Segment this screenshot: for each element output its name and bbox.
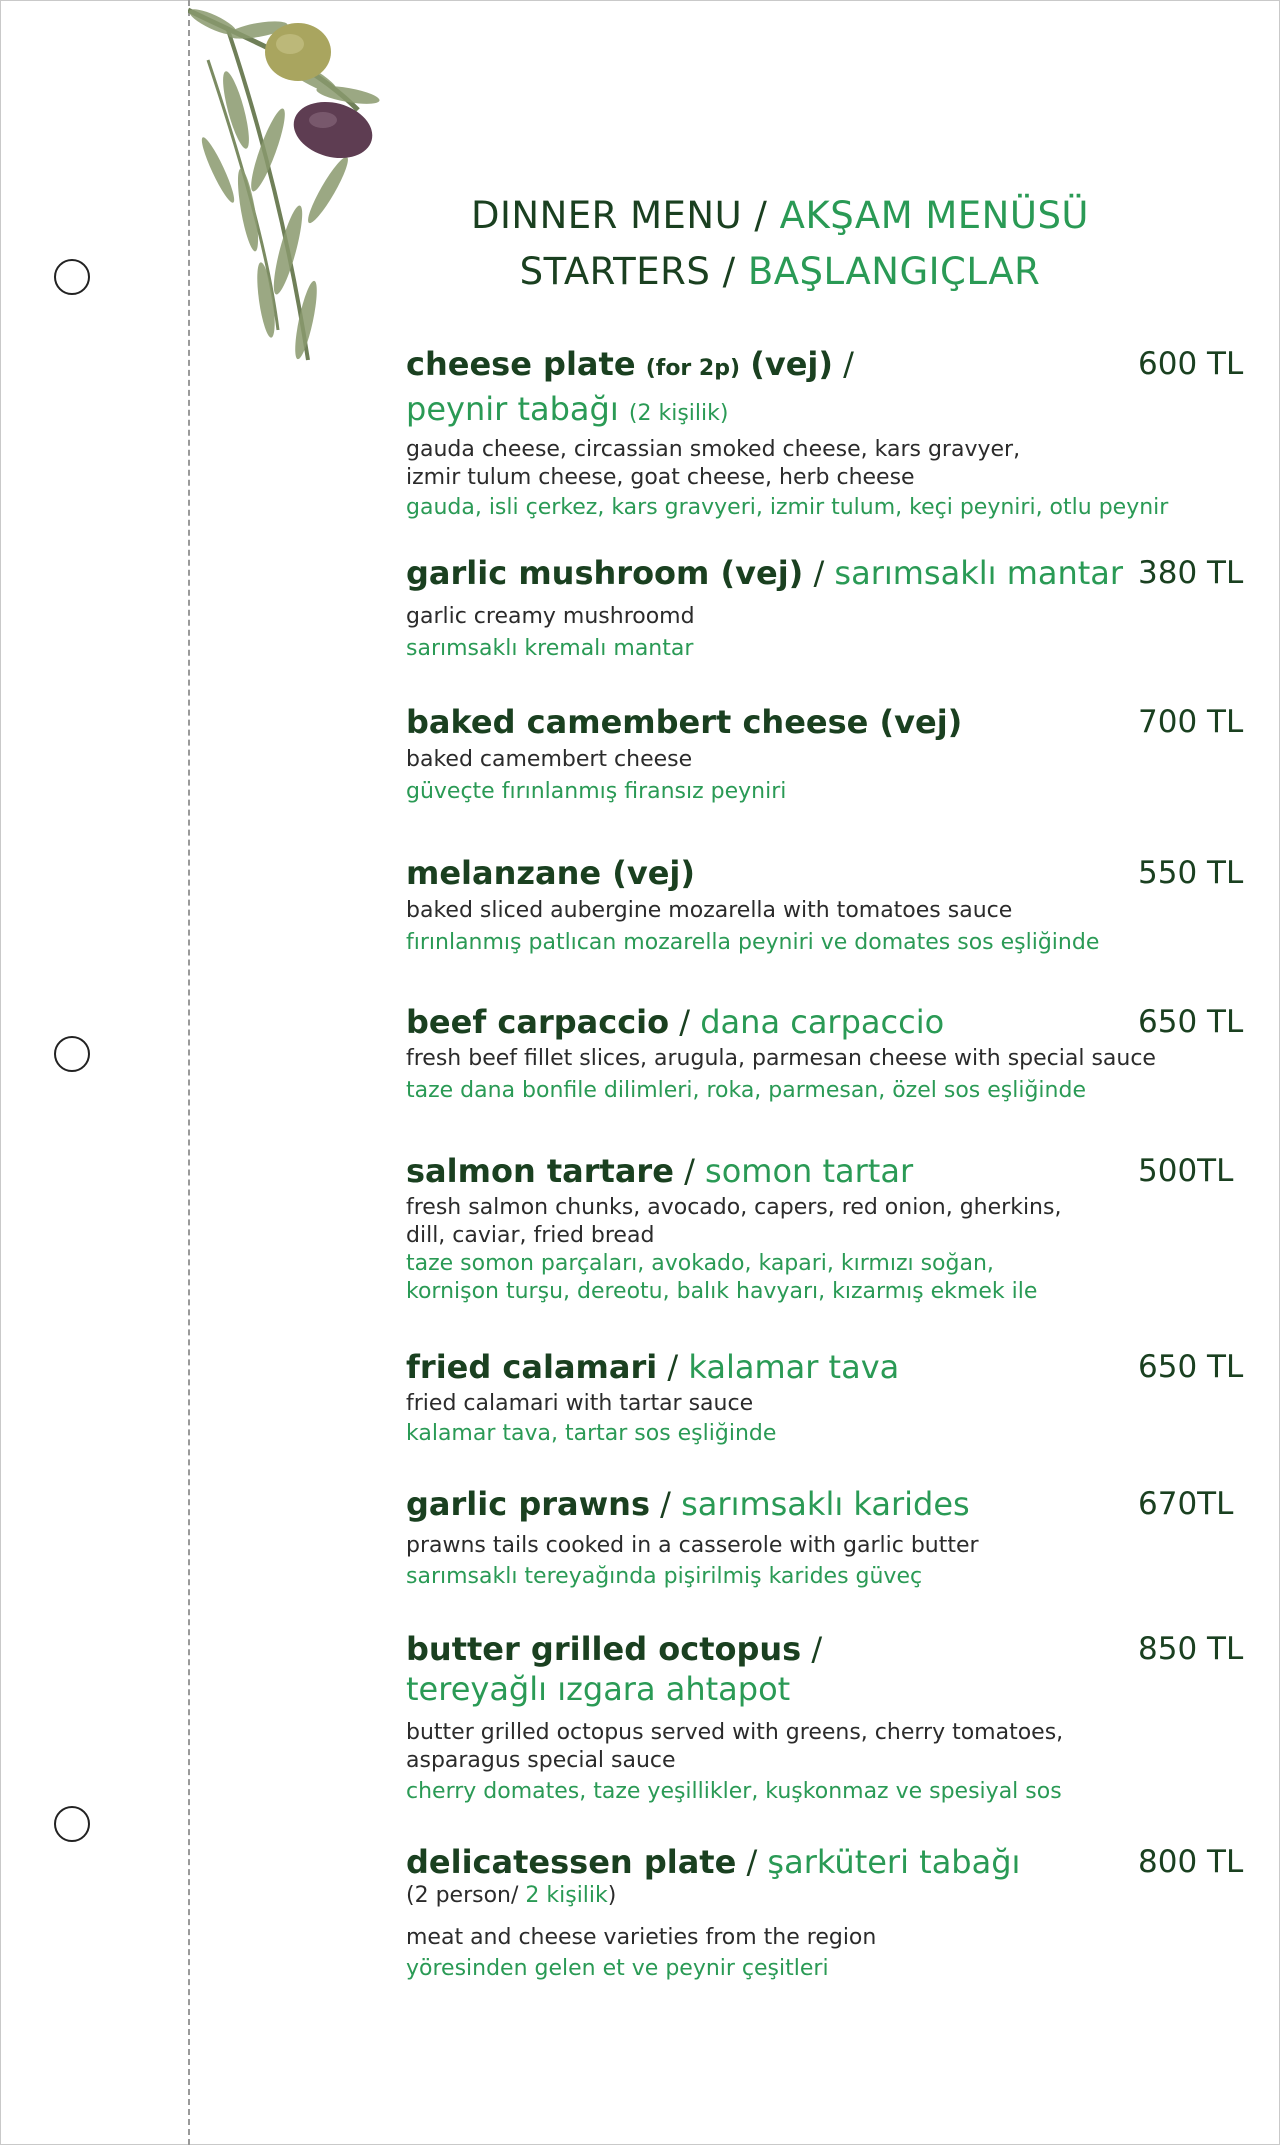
item-price: 700 TL bbox=[1138, 704, 1244, 740]
menu-item-salmon-tartare bbox=[406, 1151, 1236, 1306]
item-desc-tr: güveçte fırınlanmış firansız peyniri bbox=[406, 779, 787, 804]
item-price: 670TL bbox=[1138, 1486, 1234, 1522]
item-name-en: beef carpaccio bbox=[406, 1003, 670, 1041]
item-desc-en: asparagus special sauce bbox=[406, 1748, 676, 1773]
item-serving-tr: 2 kişilik bbox=[525, 1883, 608, 1908]
menu-item-garlic-prawns bbox=[406, 1484, 1236, 1591]
item-name-tr: somon tartar bbox=[705, 1152, 914, 1190]
item-title bbox=[406, 853, 1236, 893]
item-serving-close: ) bbox=[607, 1883, 617, 1908]
item-desc-tr: kalamar tava, tartar sos eşliğinde bbox=[406, 1421, 777, 1446]
menu-header bbox=[420, 188, 1140, 300]
item-name-en: salmon tartare bbox=[406, 1152, 674, 1190]
item-price: 550 TL bbox=[1138, 855, 1244, 891]
menu-item-baked-camembert bbox=[406, 702, 1236, 806]
item-name-en: delicatessen plate bbox=[406, 1843, 737, 1881]
item-title: garlic mushroom (vej) / sarımsaklı mantar bbox=[406, 554, 1124, 592]
item-desc-en: baked camembert cheese bbox=[406, 747, 693, 772]
item-name-en: baked camembert cheese (vej) bbox=[406, 703, 963, 741]
item-desc-en: gauda cheese, circassian smoked cheese, kars gravyer, bbox=[406, 437, 1021, 462]
item-title: salmon tartare / somon tartar bbox=[406, 1152, 914, 1190]
item-serving-en: (2 person/ bbox=[406, 1883, 526, 1908]
item-price: 850 TL bbox=[1138, 1631, 1244, 1667]
item-desc-tr: yöresinden gelen et ve peynir çeşitleri bbox=[406, 1956, 829, 1981]
menu-item-fried-calamari bbox=[406, 1347, 1236, 1448]
item-title: cheese plate (for 2p) (vej) / bbox=[406, 345, 854, 383]
item-name-en-tag: (vej) bbox=[750, 345, 833, 383]
item-title: delicatessen plate / şarküteri tabağı bbox=[406, 1843, 1021, 1881]
item-name-tr: tereyağlı ızgara ahtapot bbox=[406, 1670, 791, 1708]
item-desc-tr: taze somon parçaları, avokado, kapari, kırmızı soğan, bbox=[406, 1251, 994, 1276]
menu-title-tr: AKŞAM MENÜSÜ bbox=[779, 194, 1090, 237]
item-desc-en: butter grilled octopus served with greens, cherry tomatoes, bbox=[406, 1720, 1064, 1745]
item-price: 380 TL bbox=[1138, 555, 1244, 591]
item-title-tr-line bbox=[406, 1669, 1236, 1709]
item-name-en: butter grilled octopus bbox=[406, 1630, 802, 1668]
menu-item-butter-grilled-octopus bbox=[406, 1629, 1236, 1806]
item-desc-en: fried calamari with tartar sauce bbox=[406, 1391, 754, 1416]
item-name-tr: peynir tabağı bbox=[406, 390, 619, 428]
item-desc-en: izmir tulum cheese, goat cheese, herb cheese bbox=[406, 465, 915, 490]
binder-hole-middle bbox=[54, 1036, 90, 1072]
item-desc-en: baked sliced aubergine mozarella with tomatoes sauce bbox=[406, 898, 1013, 923]
section-title bbox=[420, 244, 1140, 300]
item-title bbox=[406, 702, 1236, 742]
item-name-tr: şarküteri tabağı bbox=[767, 1843, 1021, 1881]
item-desc-tr: cherry domates, taze yeşillikler, kuşkonmaz ve spesiyal sos bbox=[406, 1779, 1062, 1804]
binder-hole-top bbox=[54, 259, 90, 295]
item-name-en: cheese plate bbox=[406, 345, 636, 383]
item-name-tr: sarımsaklı mantar bbox=[834, 554, 1124, 592]
item-name-tr: sarımsaklı karides bbox=[681, 1485, 970, 1523]
menu-item-melanzane bbox=[406, 853, 1236, 957]
item-desc-tr: kornişon turşu, dereotu, balık havyarı, kızarmış ekmek ile bbox=[406, 1279, 1038, 1304]
menu-title-en: DINNER MENU / bbox=[470, 194, 780, 237]
item-name-en: fried calamari bbox=[406, 1348, 658, 1386]
item-desc-tr: fırınlanmış patlıcan mozarella peyniri ve domates sos eşliğinde bbox=[406, 930, 1100, 955]
item-title: garlic prawns / sarımsaklı karides bbox=[406, 1485, 970, 1523]
section-title-tr: BAŞLANGIÇLAR bbox=[747, 250, 1041, 293]
item-price: 800 TL bbox=[1138, 1844, 1244, 1880]
item-title: beef carpaccio / dana carpaccio bbox=[406, 1003, 945, 1041]
section-title-en: STARTERS / bbox=[519, 250, 748, 293]
olive-branch-illustration bbox=[188, 0, 438, 380]
item-name-en: garlic prawns bbox=[406, 1485, 650, 1523]
item-price: 600 TL bbox=[1138, 346, 1244, 382]
item-name-tr: kalamar tava bbox=[688, 1348, 900, 1386]
item-desc-en: fresh beef fillet slices, arugula, parmesan cheese with special sauce bbox=[406, 1046, 1156, 1071]
item-desc-en: prawns tails cooked in a casserole with garlic butter bbox=[406, 1533, 979, 1558]
item-price: 650 TL bbox=[1138, 1004, 1244, 1040]
item-desc-en: meat and cheese varieties from the region bbox=[406, 1925, 877, 1950]
menu-item-delicatessen-plate bbox=[406, 1842, 1236, 1983]
menu-item-beef-carpaccio bbox=[406, 1002, 1236, 1105]
menu-item-garlic-mushroom bbox=[406, 553, 1236, 663]
menu-title bbox=[420, 188, 1140, 244]
item-desc-tr: sarımsaklı tereyağında pişirilmiş karides güveç bbox=[406, 1564, 923, 1589]
item-desc-tr: gauda, isli çerkez, kars gravyeri, izmir tulum, keçi peyniri, otlu peynir bbox=[406, 495, 1169, 520]
item-price: 500TL bbox=[1138, 1153, 1234, 1189]
item-name-en: melanzane (vej) bbox=[406, 854, 696, 892]
item-title-tr-line bbox=[406, 389, 1236, 434]
item-desc-tr: taze dana bonfile dilimleri, roka, parmesan, özel sos eşliğinde bbox=[406, 1078, 1086, 1103]
item-name-en-note: (for 2p) bbox=[645, 356, 741, 381]
item-price: 650 TL bbox=[1138, 1349, 1244, 1385]
item-serving bbox=[406, 1882, 1236, 1910]
binder-hole-bottom bbox=[54, 1806, 90, 1842]
item-desc-tr: sarımsaklı kremalı mantar bbox=[406, 636, 694, 661]
item-title: butter grilled octopus / bbox=[406, 1630, 823, 1668]
item-name-tr-note: (2 kişilik) bbox=[628, 401, 729, 426]
menu-item-cheese-plate bbox=[406, 344, 1236, 522]
item-desc-en: garlic creamy mushroomd bbox=[406, 604, 695, 629]
item-name-tr: dana carpaccio bbox=[700, 1003, 945, 1041]
item-desc-en: fresh salmon chunks, avocado, capers, red onion, gherkins, bbox=[406, 1195, 1062, 1220]
item-title: fried calamari / kalamar tava bbox=[406, 1348, 900, 1386]
item-name-en: garlic mushroom (vej) bbox=[406, 554, 804, 592]
item-desc-en: dill, caviar, fried bread bbox=[406, 1223, 655, 1248]
